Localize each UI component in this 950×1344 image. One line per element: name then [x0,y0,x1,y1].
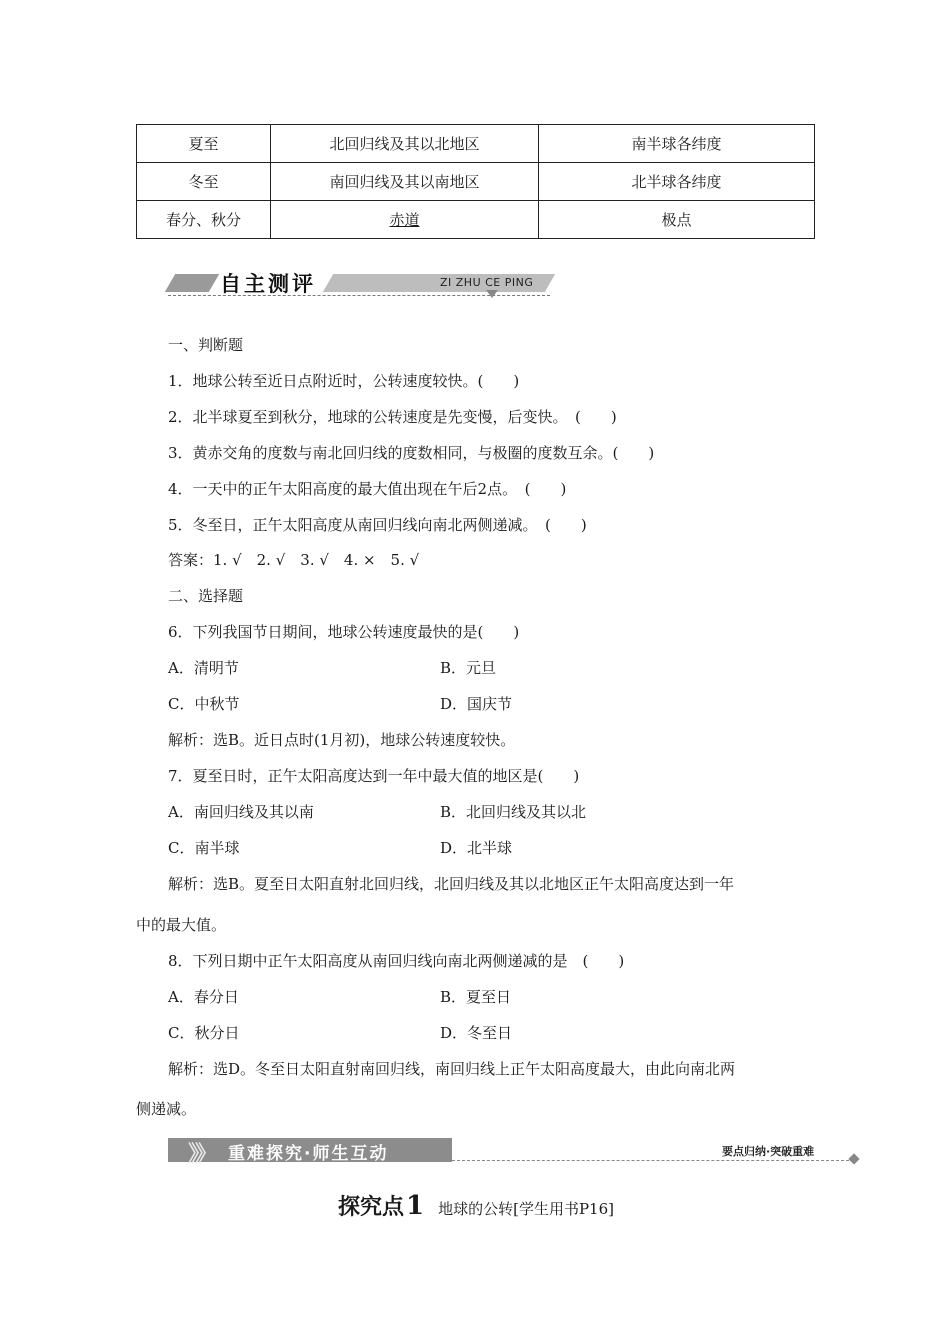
question-2: 2．北半球夏至到秋分，地球的公转速度是先变慢，后变快。 ( ) [168,408,617,426]
table-row [137,163,815,201]
option-d: D．冬至日 [440,1024,513,1042]
option-a: A．清明节 [168,659,239,677]
analysis: 解析：选B。近日点时(1月初)，地球公转速度较快。 [168,731,516,749]
analysis-continued: 中的最大值。 [136,916,227,934]
question-7: 7．夏至日时，正午太阳高度达到一年中最大值的地区是( ) [168,767,580,785]
table-cell: 春分、秋分 [137,201,271,239]
question-3: 3．黄赤交角的度数与南北回归线的度数相同，与极圈的度数互余。( ) [168,444,655,462]
section-heading: 一、判断题 [168,336,244,354]
banner-decoration [165,274,219,292]
banner-title: 重难探究·师生互动 [228,1144,389,1164]
direct-sun-table [136,124,815,239]
analysis: 解析：选B。夏至日太阳直射北回归线，北回归线及其以北地区正午太阳高度达到一年 [168,875,735,893]
option-a: A．春分日 [168,988,239,1006]
exploration-point-heading [338,1190,614,1221]
option-c: C．中秋节 [168,695,240,713]
option-c: C．秋分日 [168,1024,240,1042]
analysis-continued: 侧递减。 [136,1100,197,1118]
underlined-answer: 赤道 [389,211,420,229]
divider [452,1160,854,1161]
table-cell: 南半球各纬度 [539,125,815,163]
point-number: 1 [406,1191,425,1221]
option-d: D．国庆节 [440,695,513,713]
point-subtitle: 地球的公转[学生用书P16] [438,1200,614,1218]
table-cell: 冬至 [137,163,271,201]
option-c: C．南半球 [168,839,240,857]
chevron-down-icon [486,290,498,298]
point-label: 探究点 [338,1195,405,1220]
banner-subtitle: ZI ZHU CE PING [440,276,534,289]
table-cell: 北回归线及其以北地区 [271,125,539,163]
option-b: B．元旦 [440,659,497,677]
table-row [137,201,815,239]
option-a: A．南回归线及其以南 [168,803,314,821]
question-8: 8．下列日期中正午太阳高度从南回归线向南北两侧递减的是 ( ) [168,952,625,970]
question-4: 4．一天中的正午太阳高度的最大值出现在午后2点。 ( ) [168,480,567,498]
option-b: B．北回归线及其以北 [440,803,587,821]
diamond-icon [848,1153,859,1164]
option-b: B．夏至日 [440,988,512,1006]
question-5: 5．冬至日，正午太阳高度从南回归线向南北两侧递减。 ( ) [168,516,587,534]
table-cell: 极点 [539,201,815,239]
table-cell: 南回归线及其以南地区 [271,163,539,201]
question-1: 1．地球公转至近日点附近时，公转速度较快。( ) [168,372,520,390]
double-arrow-icon: 》》 [188,1142,214,1167]
table-row [137,125,815,163]
table-cell: 北半球各纬度 [539,163,815,201]
question-6: 6．下列我国节日期间，地球公转速度最快的是( ) [168,623,520,641]
table-cell: 夏至 [137,125,271,163]
table-cell [271,201,539,239]
section-banner-self-test [168,268,550,302]
banner-subtitle: 要点归纳·突破重难 [722,1145,815,1158]
section-heading: 二、选择题 [168,587,244,605]
analysis: 解析：选D。冬至日太阳直射南回归线，南回归线上正午太阳高度最大，由此向南北两 [168,1060,736,1078]
answer-line: 答案：1. √ 2. √ 3. √ 4. × 5. √ [168,551,420,569]
option-d: D．北半球 [440,839,513,857]
banner-title: 自主测评 [220,272,316,296]
section-banner-key-points [168,1136,864,1166]
